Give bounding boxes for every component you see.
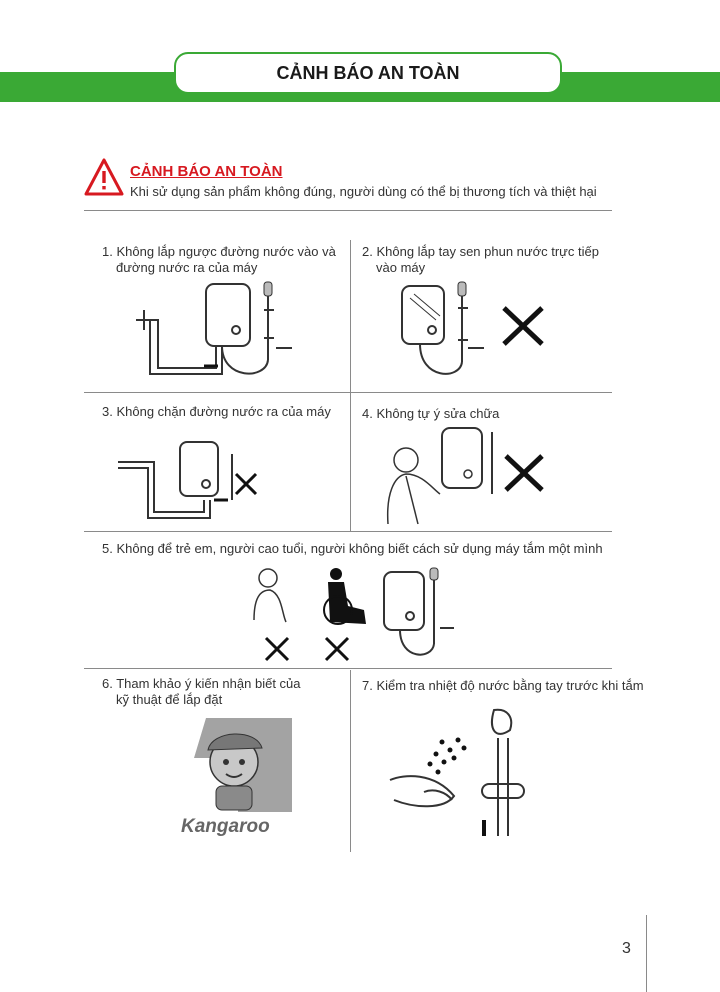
cross-mark-icon xyxy=(236,474,256,494)
item-7-text: 7. Kiểm tra nhiệt độ nước bằng tay trước khi tắm xyxy=(362,678,644,693)
warning-title: CẢNH BÁO AN TOÀN xyxy=(130,163,283,180)
reversed-pipe-illustration xyxy=(136,280,336,390)
shower-into-heater-illustration xyxy=(396,280,546,390)
cross-mark-icon xyxy=(504,308,542,344)
item-1-text: 1. Không lắp ngược đường nước vào và đường nước ra của máy xyxy=(102,244,336,275)
item-3-text: 3. Không chặn đường nước ra của máy xyxy=(102,404,331,419)
warning-text: Khi sử dụng sản phẩm không đúng, người dùng có thể bị thương tích và thiệt hại xyxy=(130,184,597,199)
page-title: CẢNH BÁO AN TOÀN xyxy=(174,52,562,94)
item-5-text: 5. Không để trẻ em, người cao tuổi, người không biết cách sử dụng máy tắm một mình xyxy=(102,541,603,556)
item-2-text: 2. Không lắp tay sen phun nước trực tiếp vào máy xyxy=(362,244,599,275)
technician-mascot-illustration xyxy=(176,716,296,812)
warning-icon xyxy=(84,158,124,196)
divider xyxy=(84,392,612,393)
cross-mark-icon xyxy=(266,638,288,660)
page-number: 3 xyxy=(622,940,631,957)
cross-mark-icon xyxy=(506,456,542,490)
item-6-text: 6. Tham khảo ý kiến nhận biết của kỹ thuật để lắp đặt xyxy=(102,676,301,707)
item-4-text: 4. Không tự ý sửa chữa xyxy=(362,406,500,421)
self-repair-illustration xyxy=(380,424,550,528)
blocked-outlet-illustration xyxy=(118,438,268,522)
divider xyxy=(84,210,612,211)
vulnerable-users-illustration xyxy=(246,566,466,664)
cross-mark-icon xyxy=(326,638,348,660)
divider xyxy=(350,670,351,852)
hand-check-temperature-illustration xyxy=(384,700,534,840)
divider xyxy=(350,240,351,532)
divider xyxy=(646,915,647,992)
divider xyxy=(84,531,612,532)
divider xyxy=(84,668,612,669)
brand-logo: Kangaroo xyxy=(181,816,270,837)
